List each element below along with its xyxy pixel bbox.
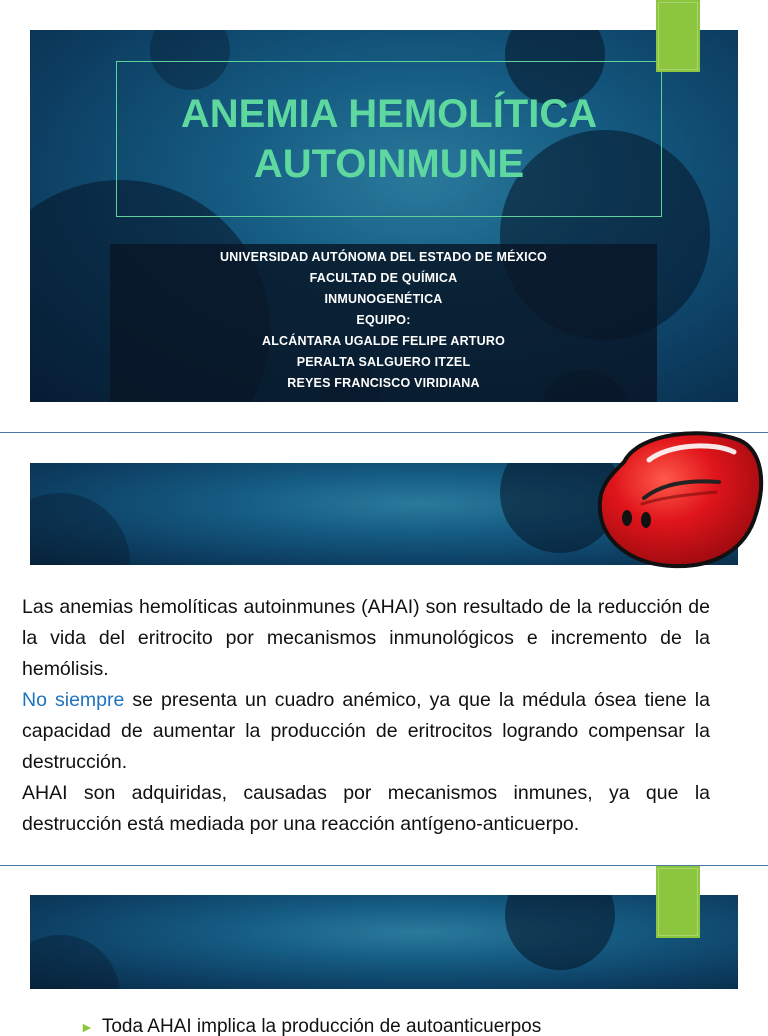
info-course: INMUNOGENÉTICA <box>324 292 443 306</box>
highlight-text: No siempre <box>22 689 125 711</box>
bullet-text: Toda AHAI implica la producción de autoanticuerpos <box>101 1016 542 1036</box>
bullet-item <box>80 1016 750 1036</box>
paragraph-acquired: AHAI son adquiridas, causadas por mecanismos inmunes, ya que la destrucción está mediada por una reacción antígeno-anticuerpo. <box>22 782 710 835</box>
background-circle <box>30 935 120 989</box>
background-circle <box>505 895 615 970</box>
slide-divider <box>0 865 768 866</box>
paragraph-definition: Las anemias hemolíticas autoinmunes (AHAI) son resultado de la reducción de la vida del eritrocito por mecanismos inmunológicos e incremento de la hemólisis. <box>22 596 710 680</box>
slide-title <box>181 89 597 189</box>
info-member: PERALTA SALGUERO ITZEL <box>296 355 471 369</box>
bullet-arrow-icon: ► <box>80 1019 94 1035</box>
title-frame <box>116 61 662 217</box>
info-university: UNIVERSIDAD AUTÓNOMA DEL ESTADO DE MÉXICO <box>220 250 547 264</box>
accent-tab <box>656 866 700 938</box>
info-team-label: EQUIPO: <box>356 313 411 327</box>
paragraph-anemia-text: se presenta un cuadro anémico, ya que la médula ósea tiene la capacidad de aumentar la producción de eritrocitos logrando compensar la destrucción. <box>22 689 710 773</box>
info-panel <box>110 244 657 402</box>
title-line-2: AUTOINMUNE <box>253 142 525 186</box>
background-circle <box>30 493 130 565</box>
red-blood-cell-icon <box>594 422 766 572</box>
slide-body-text <box>22 592 710 840</box>
title-slide <box>30 30 738 402</box>
paragraph-anemia <box>22 685 710 778</box>
accent-tab <box>656 0 700 72</box>
info-member: ALCÁNTARA UGALDE FELIPE ARTURO <box>261 334 506 348</box>
header-band <box>30 895 738 989</box>
info-faculty: FACULTAD DE QUÍMICA <box>309 271 458 285</box>
info-member: REYES FRANCISCO VIRIDIANA <box>287 376 480 390</box>
info-list <box>110 244 657 394</box>
title-line-1: ANEMIA HEMOLÍTICA <box>180 92 598 136</box>
